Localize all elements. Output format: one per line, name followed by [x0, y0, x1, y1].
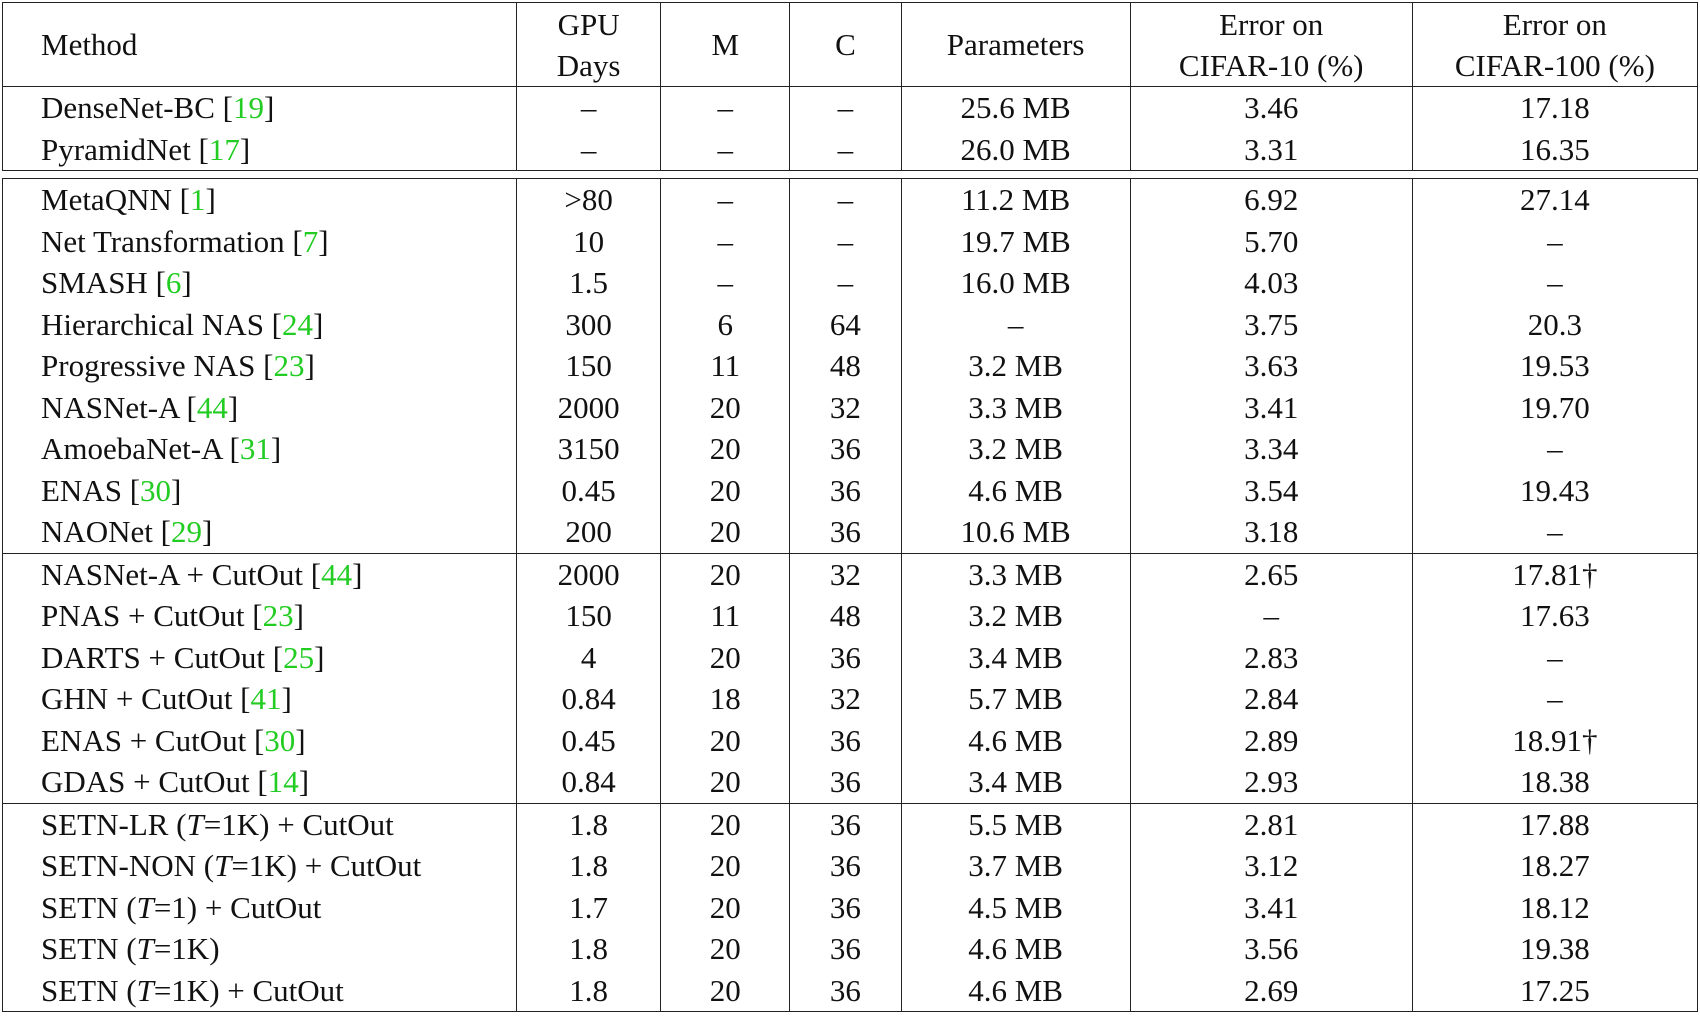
row-group-2: [3, 553, 1698, 803]
table-row: [3, 970, 1698, 1012]
table-row: [3, 595, 1698, 637]
gpu-days-cell: 4: [516, 637, 660, 679]
parameters-cell: 4.6 MB: [901, 720, 1130, 762]
error-cifar10-cell: 2.84: [1130, 678, 1412, 720]
error-cifar100-cell: –: [1412, 637, 1697, 679]
table-row: [3, 262, 1698, 304]
method-name: PNAS + CutOut [: [41, 598, 263, 633]
method-cell: [3, 761, 517, 803]
method-name: Net Transformation [: [41, 223, 303, 259]
error-cifar10-cell: 3.18: [1130, 511, 1412, 553]
c-cell: 36: [790, 970, 901, 1012]
m-cell: 6: [661, 304, 790, 346]
header-gpu-days-line2: Days: [556, 47, 621, 83]
c-cell: 36: [790, 511, 901, 553]
method-name: SETN (: [41, 889, 137, 925]
table-row: [3, 87, 1698, 129]
table-row: [3, 678, 1698, 720]
gpu-days-cell: 150: [516, 345, 660, 387]
gpu-days-cell: 1.8: [516, 928, 660, 970]
error-cifar10-cell: 2.93: [1130, 761, 1412, 803]
c-cell: 36: [790, 928, 901, 970]
method-variable: T: [186, 806, 204, 842]
c-cell: 48: [790, 595, 901, 637]
m-cell: 20: [661, 803, 790, 845]
header-c: C: [790, 3, 901, 87]
parameters-cell: 25.6 MB: [901, 87, 1130, 129]
method-cell: [3, 803, 517, 845]
m-cell: 20: [661, 428, 790, 470]
gpu-days-cell: 0.45: [516, 470, 660, 512]
method-suffix: ]: [270, 431, 282, 466]
c-cell: –: [790, 179, 901, 221]
table-row: [3, 928, 1698, 970]
header-m: M: [661, 3, 790, 87]
method-suffix: ]: [227, 389, 239, 425]
table-row: [3, 553, 1698, 595]
method-suffix: ]: [313, 306, 324, 342]
method-name: DARTS + CutOut [: [41, 639, 284, 675]
method-name: GHN + CutOut [: [41, 681, 251, 716]
group-gap: [3, 171, 1698, 179]
method-cell: [3, 553, 517, 595]
method-cell: [3, 87, 517, 129]
error-cifar10-cell: 3.56: [1130, 928, 1412, 970]
citation-link[interactable]: 30: [140, 472, 172, 508]
parameters-cell: 5.7 MB: [901, 678, 1130, 720]
c-cell: 36: [790, 761, 901, 803]
table-row: [3, 470, 1698, 512]
row-group-1: [3, 179, 1698, 554]
citation-link[interactable]: 44: [196, 389, 228, 425]
method-cell: [3, 720, 517, 762]
error-cifar100-cell: –: [1412, 428, 1697, 470]
method-name: Progressive NAS [: [41, 348, 274, 383]
table-row: [3, 304, 1698, 346]
header-error-cifar10-line2: CIFAR-10 (%): [1178, 47, 1364, 83]
parameters-cell: 4.6 MB: [901, 928, 1130, 970]
error-cifar100-cell: 19.53: [1412, 345, 1697, 387]
method-cell: [3, 387, 517, 429]
method-suffix: ]: [298, 764, 310, 799]
error-cifar10-cell: 2.83: [1130, 637, 1412, 679]
error-cifar100-cell: 20.3: [1412, 304, 1697, 346]
method-cell: [3, 179, 517, 221]
citation-link[interactable]: 23: [262, 598, 294, 633]
m-cell: –: [661, 262, 790, 304]
error-cifar10-cell: 3.34: [1130, 428, 1412, 470]
row-group-0: [3, 87, 1698, 171]
parameters-cell: 5.5 MB: [901, 803, 1130, 845]
table-row: [3, 221, 1698, 263]
method-cell: [3, 262, 517, 304]
parameters-cell: 3.2 MB: [901, 345, 1130, 387]
m-cell: 20: [661, 387, 790, 429]
gpu-days-cell: 10: [516, 221, 660, 263]
table-header: [3, 3, 1698, 87]
method-name: NASNet-A + CutOut [: [41, 556, 322, 592]
method-suffix: ]: [202, 514, 213, 549]
gpu-days-cell: 3150: [516, 428, 660, 470]
c-cell: 48: [790, 345, 901, 387]
m-cell: –: [661, 129, 790, 171]
error-cifar100-cell: –: [1412, 511, 1697, 553]
method-cell: [3, 678, 517, 720]
method-cell: [3, 970, 517, 1012]
method-name: PyramidNet [: [41, 131, 209, 167]
table-row: [3, 428, 1698, 470]
parameters-cell: 4.6 MB: [901, 470, 1130, 512]
m-cell: 20: [661, 761, 790, 803]
c-cell: 36: [790, 428, 901, 470]
method-cell: [3, 845, 517, 887]
error-cifar100-cell: 17.18: [1412, 87, 1697, 129]
error-cifar10-cell: 3.54: [1130, 470, 1412, 512]
citation-link[interactable]: 14: [267, 764, 299, 799]
c-cell: 36: [790, 637, 901, 679]
method-name: ENAS [: [41, 472, 141, 508]
c-cell: 32: [790, 678, 901, 720]
error-cifar100-cell: 27.14: [1412, 179, 1697, 221]
citation-link[interactable]: 1: [189, 182, 206, 217]
method-suffix: ]: [181, 265, 192, 300]
header-error-cifar10-line1: Error on: [1219, 6, 1324, 42]
gpu-days-cell: 0.84: [516, 761, 660, 803]
citation-link[interactable]: 23: [273, 348, 305, 383]
citation-link[interactable]: 17: [208, 131, 240, 167]
c-cell: –: [790, 129, 901, 171]
method-suffix: =1K) + CutOut: [203, 806, 394, 842]
method-suffix: ]: [263, 90, 275, 125]
gpu-days-cell: –: [516, 87, 660, 129]
c-cell: 32: [790, 387, 901, 429]
method-name: SMASH [: [41, 265, 166, 300]
method-cell: [3, 887, 517, 929]
gpu-days-cell: –: [516, 129, 660, 171]
gpu-days-cell: 300: [516, 304, 660, 346]
header-error-cifar100-line1: Error on: [1502, 6, 1607, 42]
m-cell: 11: [661, 595, 790, 637]
parameters-cell: 3.4 MB: [901, 637, 1130, 679]
table-row: [3, 720, 1698, 762]
method-cell: [3, 511, 517, 553]
method-suffix: ]: [205, 182, 216, 217]
method-name: NASNet-A [: [41, 389, 197, 425]
gpu-days-cell: 0.84: [516, 678, 660, 720]
m-cell: 20: [661, 970, 790, 1012]
error-cifar100-cell: 16.35: [1412, 129, 1697, 171]
method-suffix: ]: [295, 722, 306, 758]
error-cifar100-cell: 17.25: [1412, 970, 1697, 1012]
error-cifar100-cell: –: [1412, 262, 1697, 304]
table-row: [3, 803, 1698, 845]
error-cifar100-cell: 19.38: [1412, 928, 1697, 970]
citation-link[interactable]: 30: [264, 722, 296, 758]
gpu-days-cell: 1.8: [516, 803, 660, 845]
error-cifar100-cell: 19.43: [1412, 470, 1697, 512]
error-cifar100-cell: 18.91†: [1412, 720, 1697, 762]
gpu-days-cell: 150: [516, 595, 660, 637]
method-variable: T: [136, 889, 154, 925]
c-cell: –: [790, 262, 901, 304]
error-cifar10-cell: 6.92: [1130, 179, 1412, 221]
method-suffix: ]: [171, 472, 182, 508]
header-gpu-days-line1: GPU: [557, 6, 620, 42]
parameters-cell: 4.5 MB: [901, 887, 1130, 929]
parameters-cell: 3.7 MB: [901, 845, 1130, 887]
method-name: SETN-LR (: [41, 806, 187, 842]
error-cifar100-cell: 18.38: [1412, 761, 1697, 803]
parameters-cell: 10.6 MB: [901, 511, 1130, 553]
m-cell: 20: [661, 887, 790, 929]
c-cell: 36: [790, 887, 901, 929]
parameters-cell: 11.2 MB: [901, 179, 1130, 221]
header-gpu-days: [516, 3, 660, 87]
method-cell: [3, 129, 517, 171]
error-cifar10-cell: 2.69: [1130, 970, 1412, 1012]
c-cell: 36: [790, 470, 901, 512]
method-name: Hierarchical NAS [: [41, 306, 283, 342]
method-suffix: =1K) + CutOut: [231, 848, 422, 883]
method-name: NAONet [: [41, 514, 171, 549]
results-table: [2, 2, 1698, 1012]
m-cell: 20: [661, 845, 790, 887]
m-cell: –: [661, 87, 790, 129]
method-cell: [3, 221, 517, 263]
method-suffix: ]: [239, 131, 251, 167]
method-suffix: ]: [352, 556, 363, 592]
table-row: [3, 761, 1698, 803]
gpu-days-cell: 1.5: [516, 262, 660, 304]
table-row: [3, 887, 1698, 929]
method-suffix: ]: [304, 348, 315, 383]
gpu-days-cell: 200: [516, 511, 660, 553]
header-method: Method: [3, 3, 517, 87]
parameters-cell: 3.2 MB: [901, 428, 1130, 470]
parameters-cell: 3.3 MB: [901, 387, 1130, 429]
row-group-3: [3, 803, 1698, 1012]
method-cell: [3, 470, 517, 512]
error-cifar100-cell: 18.12: [1412, 887, 1697, 929]
parameters-cell: 16.0 MB: [901, 262, 1130, 304]
error-cifar100-cell: 17.81†: [1412, 553, 1697, 595]
table-row: [3, 511, 1698, 553]
header-error-cifar100-line2: CIFAR-100 (%): [1454, 47, 1655, 83]
m-cell: –: [661, 221, 790, 263]
error-cifar10-cell: 2.65: [1130, 553, 1412, 595]
table-row: [3, 845, 1698, 887]
method-cell: [3, 304, 517, 346]
m-cell: 20: [661, 928, 790, 970]
error-cifar100-cell: 17.63: [1412, 595, 1697, 637]
parameters-cell: 4.6 MB: [901, 970, 1130, 1012]
method-name: MetaQNN [: [41, 182, 190, 217]
gpu-days-cell: >80: [516, 179, 660, 221]
error-cifar10-cell: 3.41: [1130, 887, 1412, 929]
m-cell: 11: [661, 345, 790, 387]
method-cell: [3, 428, 517, 470]
citation-link[interactable]: 44: [321, 556, 353, 592]
c-cell: 36: [790, 720, 901, 762]
m-cell: 18: [661, 678, 790, 720]
table-row: [3, 387, 1698, 429]
method-variable: T: [136, 931, 154, 966]
method-cell: [3, 928, 517, 970]
method-name: SETN-NON (: [41, 848, 215, 883]
error-cifar10-cell: 3.46: [1130, 87, 1412, 129]
gpu-days-cell: 2000: [516, 387, 660, 429]
table-row: [3, 345, 1698, 387]
gpu-days-cell: 2000: [516, 553, 660, 595]
gpu-days-cell: 1.7: [516, 887, 660, 929]
parameters-cell: 3.2 MB: [901, 595, 1130, 637]
method-name: SETN (: [41, 931, 137, 966]
c-cell: 64: [790, 304, 901, 346]
error-cifar10-cell: 2.89: [1130, 720, 1412, 762]
method-suffix: ]: [318, 223, 329, 259]
method-cell: [3, 637, 517, 679]
method-cell: [3, 595, 517, 637]
header-error-cifar100: [1412, 3, 1697, 87]
error-cifar10-cell: 3.41: [1130, 387, 1412, 429]
error-cifar10-cell: 3.31: [1130, 129, 1412, 171]
table-row: [3, 129, 1698, 171]
method-name: GDAS + CutOut [: [41, 764, 268, 799]
error-cifar100-cell: –: [1412, 678, 1697, 720]
parameters-cell: 26.0 MB: [901, 129, 1130, 171]
header-parameters: Parameters: [901, 3, 1130, 87]
method-name: ENAS + CutOut [: [41, 722, 265, 758]
m-cell: 20: [661, 470, 790, 512]
m-cell: 20: [661, 637, 790, 679]
table-row: [3, 179, 1698, 221]
method-suffix: =1K) + CutOut: [153, 972, 344, 1008]
error-cifar100-cell: 17.88: [1412, 803, 1697, 845]
error-cifar10-cell: 3.63: [1130, 345, 1412, 387]
method-cell: [3, 345, 517, 387]
c-cell: 36: [790, 803, 901, 845]
error-cifar10-cell: 4.03: [1130, 262, 1412, 304]
c-cell: 32: [790, 553, 901, 595]
error-cifar10-cell: 3.12: [1130, 845, 1412, 887]
method-suffix: =1) + CutOut: [153, 889, 322, 925]
method-suffix: =1K): [153, 931, 220, 966]
error-cifar100-cell: 19.70: [1412, 387, 1697, 429]
error-cifar10-cell: –: [1130, 595, 1412, 637]
m-cell: 20: [661, 511, 790, 553]
c-cell: 36: [790, 845, 901, 887]
citation-link[interactable]: 29: [171, 514, 202, 549]
method-suffix: ]: [293, 598, 304, 633]
method-name: SETN (: [41, 972, 137, 1008]
c-cell: –: [790, 221, 901, 263]
c-cell: –: [790, 87, 901, 129]
error-cifar100-cell: –: [1412, 221, 1697, 263]
parameters-cell: 3.3 MB: [901, 553, 1130, 595]
gpu-days-cell: 1.8: [516, 970, 660, 1012]
error-cifar10-cell: 5.70: [1130, 221, 1412, 263]
parameters-cell: 19.7 MB: [901, 221, 1130, 263]
gpu-days-cell: 1.8: [516, 845, 660, 887]
method-suffix: ]: [281, 681, 292, 716]
citation-link[interactable]: 41: [250, 681, 282, 716]
error-cifar100-cell: 18.27: [1412, 845, 1697, 887]
method-variable: T: [136, 972, 154, 1008]
method-suffix: ]: [314, 639, 325, 675]
parameters-cell: 3.4 MB: [901, 761, 1130, 803]
method-variable: T: [214, 848, 232, 883]
citation-link[interactable]: 31: [239, 431, 271, 466]
method-name: AmoebaNet-A [: [41, 431, 240, 466]
m-cell: 20: [661, 553, 790, 595]
parameters-cell: –: [901, 304, 1130, 346]
citation-link[interactable]: 24: [282, 306, 314, 342]
header-error-cifar10: [1130, 3, 1412, 87]
error-cifar10-cell: 2.81: [1130, 803, 1412, 845]
table-row: [3, 637, 1698, 679]
m-cell: 20: [661, 720, 790, 762]
gpu-days-cell: 0.45: [516, 720, 660, 762]
citation-link[interactable]: 6: [165, 265, 182, 300]
method-name: DenseNet-BC [: [41, 90, 233, 125]
citation-link[interactable]: 19: [232, 90, 264, 125]
error-cifar10-cell: 3.75: [1130, 304, 1412, 346]
citation-link[interactable]: 25: [283, 639, 315, 675]
citation-link[interactable]: 7: [302, 223, 319, 259]
m-cell: –: [661, 179, 790, 221]
